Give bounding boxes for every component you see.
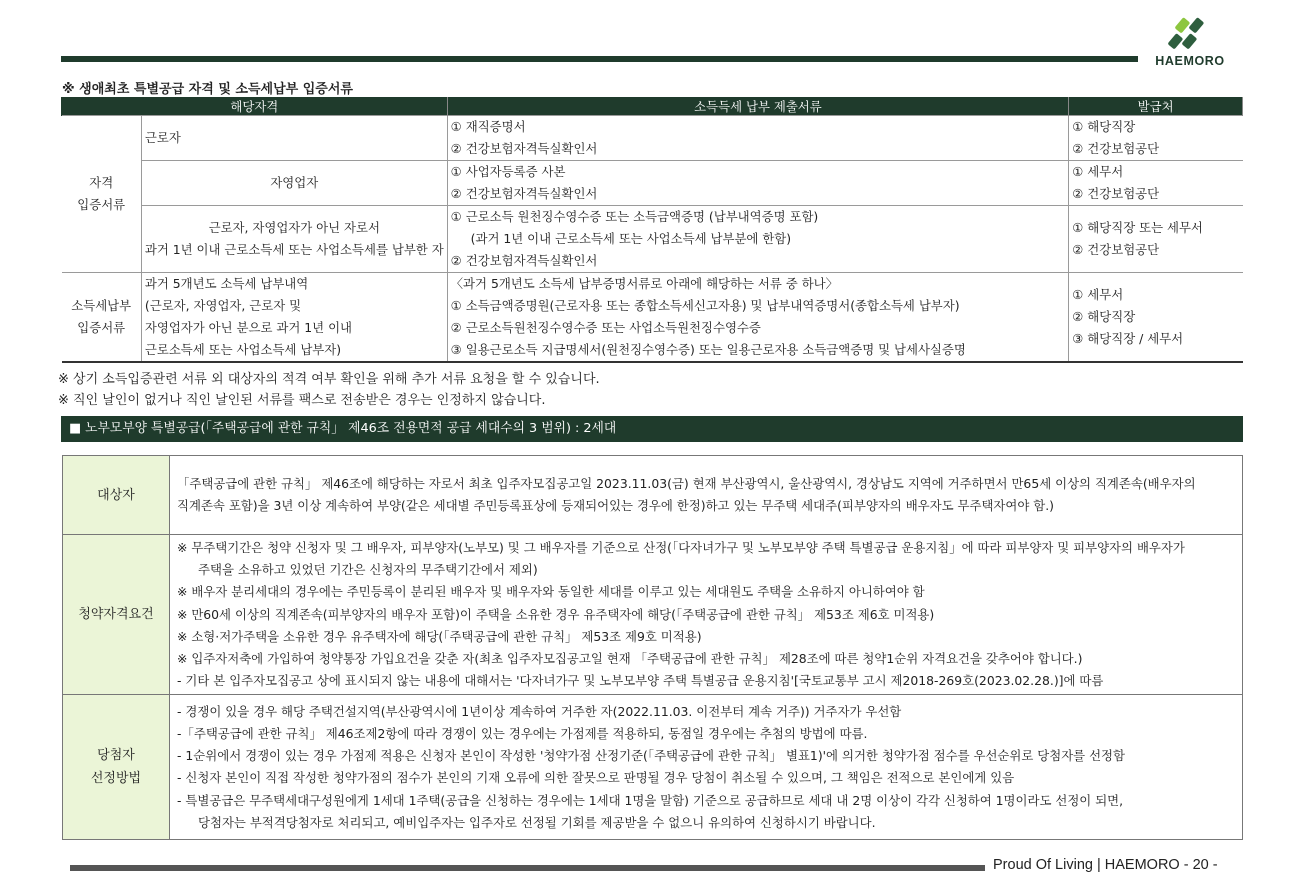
top-rule (61, 56, 1138, 62)
notes (58, 369, 600, 411)
documents-cell: ① 사업자등록증 사본 ② 건강보험자격득실확인서 (447, 161, 1069, 206)
note-line: ※ 상기 소득입증관련 서류 외 대상자의 적격 여부 확인을 위해 추가 서류 요청을 할 수 있습니다. (58, 372, 600, 387)
documents-cell: ① 재직증명서 ② 건강보험자격득실확인서 (447, 116, 1069, 161)
row-content: ※ 무주택기간은 청약 신청자 및 그 배우자, 피부양자(노부모) 및 그 배우자를 기준으로 산정(「다자녀가구 및 노부모부양 주택 특별공급 운용지침」에 따라 피부양자 및 피부양자의 배우자가 주택을 소유하고 있었던 기간은 신청자의 무주택기간에서 제외) ※ 배우자 분리세대의 경우에는 주민등록이 분리된 배우자 및 배우자와 동일한 세대를 이루고 있는 세대원도 주택을 소유하지 아니하여야 함 ※ 만60세 이상의 직계존속(피부양자의 배우자 포함)이 주택을 소유한 경우 유주택자에 해당(「주택공급에 관한 규칙」 제53조 제6호 미적용) ※ 소형·저가주택을 소유한 경우 유주택자에 해당(「주택공급에 관한 규칙」 제53조 제9호 미적용) ※ 입주자저축에 가입하여 청약통장 가입요건을 갖춘 자(최초 입주자모집공고일 현재 「주택공급에 관한 규칙」 제28조에 따른 청약1순위 자격요건을 갖추어야 합니다.) - 기타 본 입주자모집공고 상에 표시되지 않는 내용에 대해서는 '다자녀가구 및 노부모부양 주택 특별공급 운용지침'[국토교통부 고시 제2018-269호(2023.02.28.)]에 따름 (170, 535, 1243, 695)
section1-title: ※ 생애최초 특별공급 자격 및 소득세납부 입증서류 (62, 82, 353, 97)
logo-mark-icon (1164, 16, 1216, 54)
income-proof-table (61, 97, 1243, 363)
header-documents: 소득득세 납부 제출서류 (447, 97, 1069, 116)
section2-banner: ■ 노부모부양 특별공급(「주택공급에 관한 규칙」 제46조 전용면적 공급 세대수의 3 범위) : 2세대 (61, 416, 1243, 442)
row-content: - 경쟁이 있을 경우 해당 주택건설지역(부산광역시에 1년이상 계속하여 거주한 자(2022.11.03. 이전부터 계속 거주)) 거주자가 우선함 -「주택공급에 관한 규칙」 제46조제2항에 따라 경쟁이 있는 경우에는 가점제를 적용하되, 동점일 경우에는 추첨의 방법에 따름. - 1순위에서 경쟁이 있는 경우 가점제 적용은 신청자 본인이 작성한 '청약가점 산정기준(「주택공급에 관한 규칙」 별표1)'에 의거한 청약가점 점수를 우선순위로 당첨자를 선정함 - 신청자 본인이 직접 작성한 청약가점의 점수가 본인의 기재 오류에 의한 잘못으로 판명될 경우 당첨이 취소될 수 있으며, 그 책임은 전적으로 본인에게 있음 - 특별공급은 무주택세대구성원에게 1세대 1주택(공급을 신청하는 경우에는 1세대 1명을 말함) 기준으로 공급하므로 세대 내 2명 이상이 각각 신청하여 1명이라도 선정이 되면, 당첨자는 부적격당첨자로 처리되고, 예비입주자는 입주자로 선정될 기회를 제공받을 수 없으니 유의하여 신청하시기 바랍니다. (170, 695, 1243, 840)
table-row (63, 695, 1243, 840)
group-label: 자격 입증서류 (62, 116, 142, 273)
row-label: 당첨자 선정방법 (63, 695, 170, 840)
table-row (62, 273, 1243, 363)
table-header-row (62, 97, 1243, 116)
table-row (63, 456, 1243, 535)
brand-name: HAEMORO (1155, 54, 1225, 68)
header-qualification: 해당자격 (62, 97, 448, 116)
haemoro-logo (1140, 14, 1240, 74)
elderly-support-table (62, 455, 1243, 840)
qualification-cell: 근로자, 자영업자가 아닌 자로서 과거 1년 이내 근로소득세 또는 사업소득세를 납부한 자 (141, 206, 447, 273)
issuer-cell: ① 해당직장 또는 세무서 ② 건강보험공단 (1069, 206, 1243, 273)
issuer-cell: ① 해당직장 ② 건강보험공단 (1069, 116, 1243, 161)
qualification-cell: 근로자 (141, 116, 447, 161)
footer-text: Proud Of Living | HAEMORO - 20 - (993, 857, 1218, 873)
qualification-cell: 과거 5개년도 소득세 납부내역 (근로자, 자영업자, 근로자 및 자영업자가 아닌 분으로 과거 1년 이내 근로소득세 또는 사업소득세 납부자) (141, 273, 447, 363)
table-row (62, 161, 1243, 206)
group-label: 소득세납부 입증서류 (62, 273, 142, 363)
issuer-cell: ① 세무서 ② 건강보험공단 (1069, 161, 1243, 206)
note-line: ※ 직인 날인이 없거나 직인 날인된 서류를 팩스로 전송받은 경우는 인정하지 않습니다. (58, 393, 546, 408)
table-row (62, 116, 1243, 161)
qualification-cell: 자영업자 (141, 161, 447, 206)
row-content: 「주택공급에 관한 규칙」 제46조에 해당하는 자로서 최초 입주자모집공고일 2023.11.03(금) 현재 부산광역시, 울산광역시, 경상남도 지역에 거주하면서 만65세 이상의 직계존속(배우자의 직계존속 포함)을 3년 이상 계속하여 부양(같은 세대별 주민등록표상에 등재되어있는 경우에 한정)하고 있는 무주택 세대주(피부양자의 배우자도 무주택자여야 함.) (170, 456, 1243, 535)
table-row (63, 535, 1243, 695)
documents-cell: ① 근로소득 원천징수영수증 또는 소득금액증명 (납부내역증명 포함) (과거 1년 이내 근로소득세 또는 사업소득세 납부분에 한함) ② 건강보험자격득실확인서 (447, 206, 1069, 273)
footer-rule (70, 865, 985, 871)
table-row (62, 206, 1243, 273)
header-issuer: 발급처 (1069, 97, 1243, 116)
issuer-cell: ① 세무서 ② 해당직장 ③ 해당직장 / 세무서 (1069, 273, 1243, 363)
row-label: 청약자격요건 (63, 535, 170, 695)
documents-cell: 〈과거 5개년도 소득세 납부증명서류로 아래에 해당하는 서류 중 하나〉 ① 소득금액증명원(근로자용 또는 종합소득세신고자용) 및 납부내역증명서(종합소득세 납부자) ② 근로소득원천징수영수증 또는 사업소득원천징수영수증 ③ 일용근로소득 지급명세서(원천징수영수증) 또는 일용근로자용 소득금액증명 및 납세사실증명 (447, 273, 1069, 363)
row-label: 대상자 (63, 456, 170, 535)
